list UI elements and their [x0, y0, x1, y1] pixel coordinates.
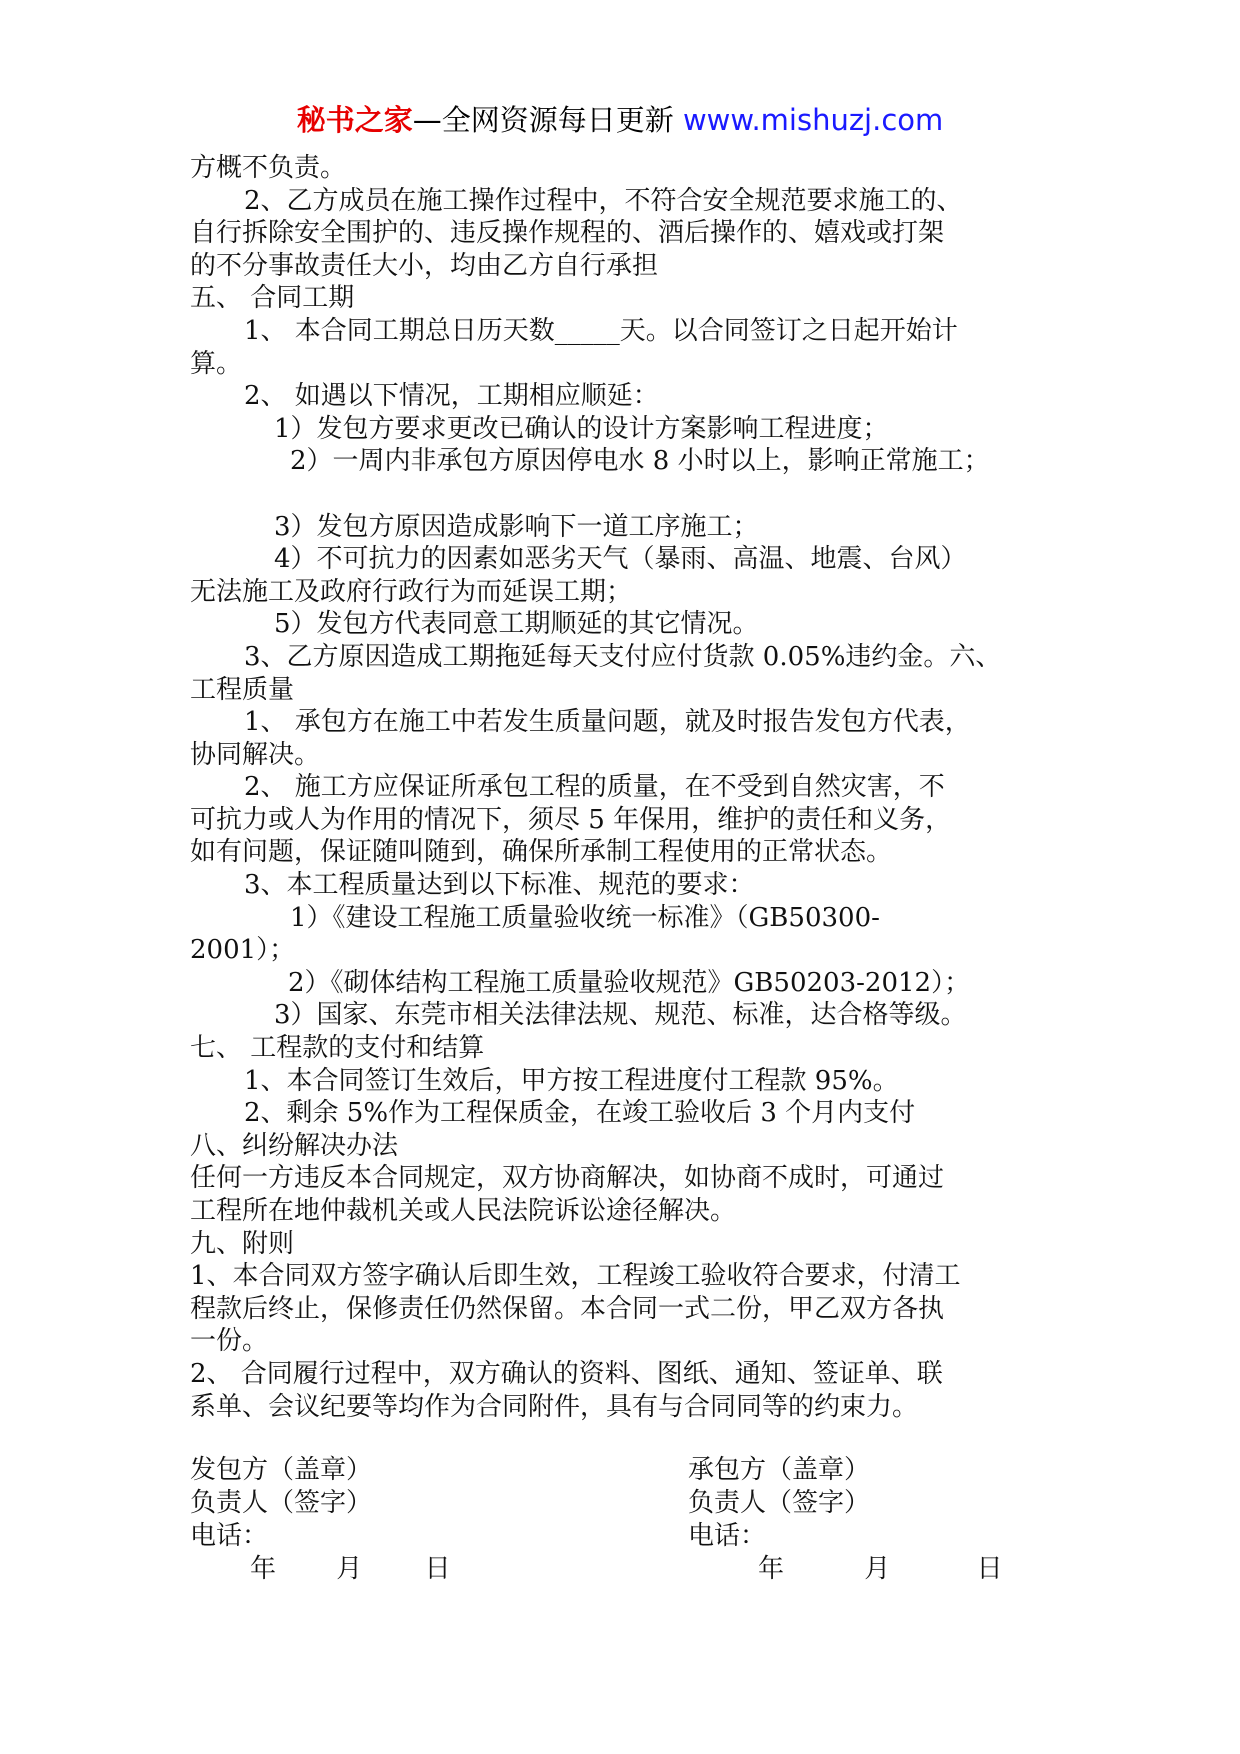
blank-line [190, 478, 1070, 511]
text-line: 2）《砌体结构工程施工质量验收规范》GB50203-2012）； [288, 967, 971, 998]
person-label: 负责人（签字） [688, 1488, 871, 1518]
section-heading: 五、 合同工期 [190, 283, 355, 314]
text-line: 1）发包方要求更改已确认的设计方案影响工程进度； [274, 413, 889, 444]
text-line: 1、本合同签订生效后，甲方按工程进度付工程款 95%。 [244, 1065, 899, 1096]
text-line: 3、乙方原因造成工期拖延每天支付应付货款 0.05%违约金。六、 [244, 641, 1002, 672]
header-slogan: —全网资源每日更新 [412, 103, 674, 137]
text-line: 系单、会议纪要等均作为合同附件，具有与合同同等的约束力。 [190, 1391, 919, 1422]
text-line: 1、本合同双方签字确认后即生效，工程竣工验收符合要求，付清工 [190, 1261, 961, 1292]
text-line: 自行拆除安全围护的、违反操作规程的、酒后操作的、嬉戏或打架 [190, 218, 945, 249]
section-heading: 七、 工程款的支付和结算 [190, 1033, 485, 1064]
text-line: 5）发包方代表同意工期顺延的其它情况。 [274, 609, 759, 640]
text-line: 算。 [190, 348, 243, 379]
day-label: 日 [976, 1554, 1003, 1584]
brand-name: 秘书之家 [296, 103, 413, 137]
section-heading: 八、纠纷解决办法 [190, 1130, 399, 1161]
signature-block-right [688, 1454, 1003, 1586]
text-line: 方概不负责。 [190, 153, 347, 183]
phone-label: 电话： [190, 1521, 269, 1551]
text-line: 3）国家、东莞市相关法律法规、规范、标准，达合格等级。 [274, 1000, 967, 1031]
text-line: 2、乙方成员在施工操作过程中，不符合安全规范要求施工的、 [244, 185, 963, 216]
text-line: 任何一方违反本合同规定，双方协商解决，如协商不成时，可通过 [190, 1163, 945, 1194]
text-line: 无法施工及政府行政行为而延误工期； [190, 576, 633, 607]
text-line: 2、 如遇以下情况，工期相应顺延： [244, 381, 659, 412]
year-label: 年 [250, 1554, 277, 1584]
phone-label: 电话： [688, 1521, 767, 1551]
date-line [190, 1553, 451, 1586]
text-line: 可抗力或人为作用的情况下，须尽 5 年保用，维护的责任和义务， [190, 804, 952, 835]
party-label: 承包方（盖章） [688, 1455, 871, 1485]
text-line: 4）不可抗力的因素如恶劣天气（暴雨、高温、地震、台风） [274, 544, 967, 575]
text-line: 程款后终止，保修责任仍然保留。本合同一式二份，甲乙双方各执 [190, 1293, 945, 1324]
text-line: 2、 合同履行过程中，双方确认的资料、图纸、通知、签证单、联 [190, 1358, 943, 1389]
date-line [688, 1553, 1003, 1586]
site-header [0, 100, 1240, 140]
site-url-link[interactable]: www.mishuzj.com [682, 103, 944, 137]
day-label: 日 [424, 1554, 451, 1584]
month-label: 月 [864, 1554, 891, 1584]
text-line: 2）一周内非承包方原因停电水 8 小时以上，影响正常施工； [290, 446, 990, 477]
text-line: 2、 施工方应保证所承包工程的质量，在不受到自然灾害，不 [244, 772, 945, 803]
party-label: 发包方（盖章） [190, 1455, 373, 1485]
text-line: 的不分事故责任大小，均由乙方自行承担 [190, 250, 659, 281]
text-line: 协同解决。 [190, 739, 321, 770]
text-line: 2、剩余 5%作为工程保质金，在竣工验收后 3 个月内支付 [244, 1098, 916, 1129]
text-line: 1、 本合同工期总日历天数_____天。以合同签订之日起开始计 [244, 315, 958, 346]
section-heading: 工程质量 [190, 674, 295, 705]
text-line: 一份。 [190, 1326, 269, 1357]
contract-body [190, 152, 1070, 1423]
text-line: 1、 承包方在施工中若发生质量问题，就及时报告发包方代表， [244, 707, 971, 738]
text-line: 2001）； [190, 935, 296, 966]
text-line: 3）发包方原因造成影响下一道工序施工； [274, 511, 759, 542]
signature-block-left [190, 1454, 451, 1586]
text-line: 3、本工程质量达到以下标准、规范的要求： [244, 870, 755, 901]
text-line: 工程所在地仲裁机关或人民法院诉讼途径解决。 [190, 1196, 737, 1226]
text-line: 1）《建设工程施工质量验收统一标准》（GB50300- [290, 902, 880, 933]
text-line: 如有问题，保证随叫随到，确保所承制工程使用的正常状态。 [190, 837, 893, 868]
month-label: 月 [336, 1554, 363, 1584]
year-label: 年 [758, 1554, 785, 1584]
section-heading: 九、附则 [190, 1228, 295, 1259]
person-label: 负责人（签字） [190, 1488, 373, 1518]
